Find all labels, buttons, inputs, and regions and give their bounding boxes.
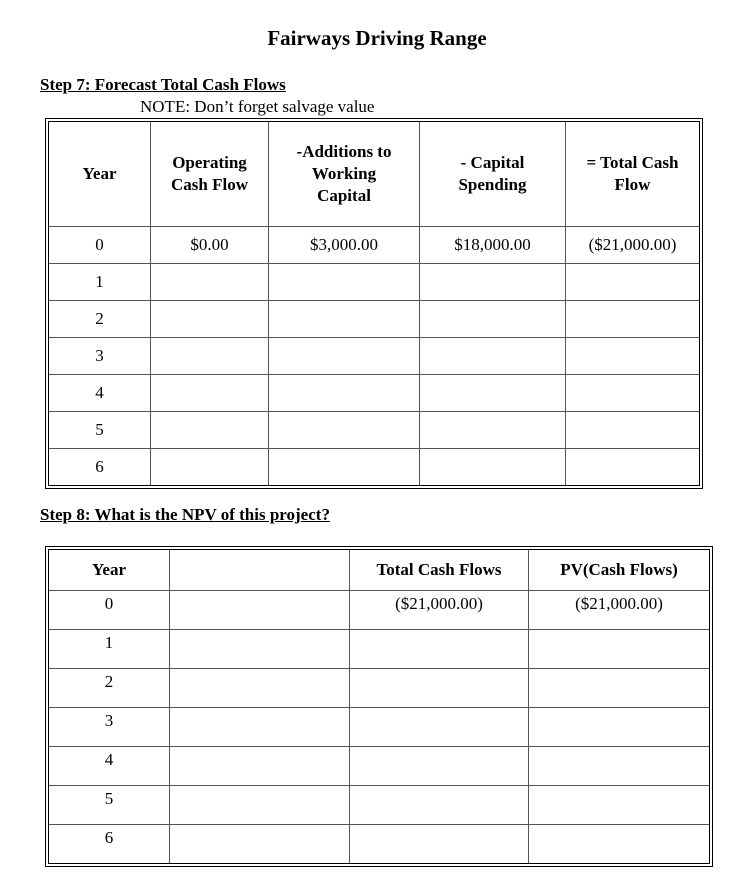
column-header-total-cash-flow: = Total Cash Flow	[566, 122, 699, 227]
cell-blank	[170, 669, 350, 708]
cell-pv-cash-flows	[529, 669, 709, 708]
column-header-operating-cash-flow: Operating Cash Flow	[151, 122, 269, 227]
cell-operating-cash-flow	[151, 375, 269, 412]
cell-additions-to-working-capital	[269, 449, 420, 485]
table-row	[49, 264, 699, 301]
table-header-row	[49, 122, 699, 227]
cell-total-cash-flow	[566, 338, 699, 375]
table-row	[49, 412, 699, 449]
cell-additions-to-working-capital	[269, 264, 420, 301]
table-row	[49, 301, 699, 338]
table-body	[49, 227, 699, 485]
cell-year: 3	[49, 708, 170, 747]
column-header-total-cash-flows: Total Cash Flows	[350, 550, 529, 591]
cell-blank	[170, 591, 350, 630]
cell-capital-spending	[420, 264, 566, 301]
cell-additions-to-working-capital: $3,000.00	[269, 227, 420, 264]
column-header-blank	[170, 550, 350, 591]
cell-total-cash-flow	[566, 412, 699, 449]
cell-operating-cash-flow: $0.00	[151, 227, 269, 264]
cell-year: 1	[49, 630, 170, 669]
cell-total-cash-flow: ($21,000.00)	[566, 227, 699, 264]
cell-additions-to-working-capital	[269, 412, 420, 449]
cell-year: 4	[49, 375, 151, 412]
cell-pv-cash-flows: ($21,000.00)	[529, 591, 709, 630]
cell-operating-cash-flow	[151, 338, 269, 375]
cell-blank	[170, 786, 350, 825]
cell-blank	[170, 708, 350, 747]
cell-capital-spending	[420, 338, 566, 375]
cell-additions-to-working-capital	[269, 301, 420, 338]
cell-year: 5	[49, 786, 170, 825]
table-row	[49, 338, 699, 375]
cell-operating-cash-flow	[151, 301, 269, 338]
cell-capital-spending	[420, 375, 566, 412]
table-row	[49, 449, 699, 485]
cell-pv-cash-flows	[529, 747, 709, 786]
table-row	[49, 591, 709, 630]
cell-year: 2	[49, 669, 170, 708]
table-row	[49, 669, 709, 708]
cell-blank	[170, 747, 350, 786]
cell-capital-spending	[420, 449, 566, 485]
column-header-capital-spending: - Capital Spending	[420, 122, 566, 227]
cell-total-cash-flows	[350, 630, 529, 669]
cell-year: 3	[49, 338, 151, 375]
column-header-year: Year	[49, 550, 170, 591]
cell-total-cash-flows: ($21,000.00)	[350, 591, 529, 630]
table-row	[49, 708, 709, 747]
cell-total-cash-flow	[566, 301, 699, 338]
cell-operating-cash-flow	[151, 264, 269, 301]
table-header-row	[49, 550, 709, 591]
cell-year: 5	[49, 412, 151, 449]
cell-blank	[170, 825, 350, 863]
cell-total-cash-flows	[350, 747, 529, 786]
cell-total-cash-flows	[350, 708, 529, 747]
salvage-note: NOTE: Don’t forget salvage value	[140, 97, 375, 116]
table-row	[49, 747, 709, 786]
table-row	[49, 227, 699, 264]
cell-total-cash-flow	[566, 449, 699, 485]
cell-year: 2	[49, 301, 151, 338]
cell-pv-cash-flows	[529, 708, 709, 747]
cell-total-cash-flows	[350, 669, 529, 708]
cell-capital-spending	[420, 412, 566, 449]
cell-pv-cash-flows	[529, 630, 709, 669]
cell-year: 0	[49, 227, 151, 264]
table-row	[49, 825, 709, 863]
table-row	[49, 375, 699, 412]
cell-total-cash-flow	[566, 264, 699, 301]
cell-year: 1	[49, 264, 151, 301]
cell-additions-to-working-capital	[269, 375, 420, 412]
npv-table	[48, 549, 710, 864]
cash-flow-forecast-table	[48, 121, 700, 486]
cell-additions-to-working-capital	[269, 338, 420, 375]
page-title: Fairways Driving Range	[267, 26, 487, 50]
column-header-year: Year	[49, 122, 151, 227]
cell-year: 6	[49, 825, 170, 863]
cell-operating-cash-flow	[151, 412, 269, 449]
cell-total-cash-flows	[350, 786, 529, 825]
cell-year: 4	[49, 747, 170, 786]
cell-year: 0	[49, 591, 170, 630]
cell-total-cash-flow	[566, 375, 699, 412]
column-header-pv-cash-flows: PV(Cash Flows)	[529, 550, 709, 591]
step7-heading: Step 7: Forecast Total Cash Flows	[40, 75, 286, 94]
cell-capital-spending	[420, 301, 566, 338]
cell-blank	[170, 630, 350, 669]
column-header-additions-to-working-capital: -Additions to Working Capital	[269, 122, 420, 227]
table-row	[49, 630, 709, 669]
cell-year: 6	[49, 449, 151, 485]
step8-heading: Step 8: What is the NPV of this project?	[40, 505, 330, 524]
cell-pv-cash-flows	[529, 786, 709, 825]
cell-pv-cash-flows	[529, 825, 709, 863]
cell-total-cash-flows	[350, 825, 529, 863]
cell-operating-cash-flow	[151, 449, 269, 485]
cell-capital-spending: $18,000.00	[420, 227, 566, 264]
table-body	[49, 591, 709, 863]
table-row	[49, 786, 709, 825]
